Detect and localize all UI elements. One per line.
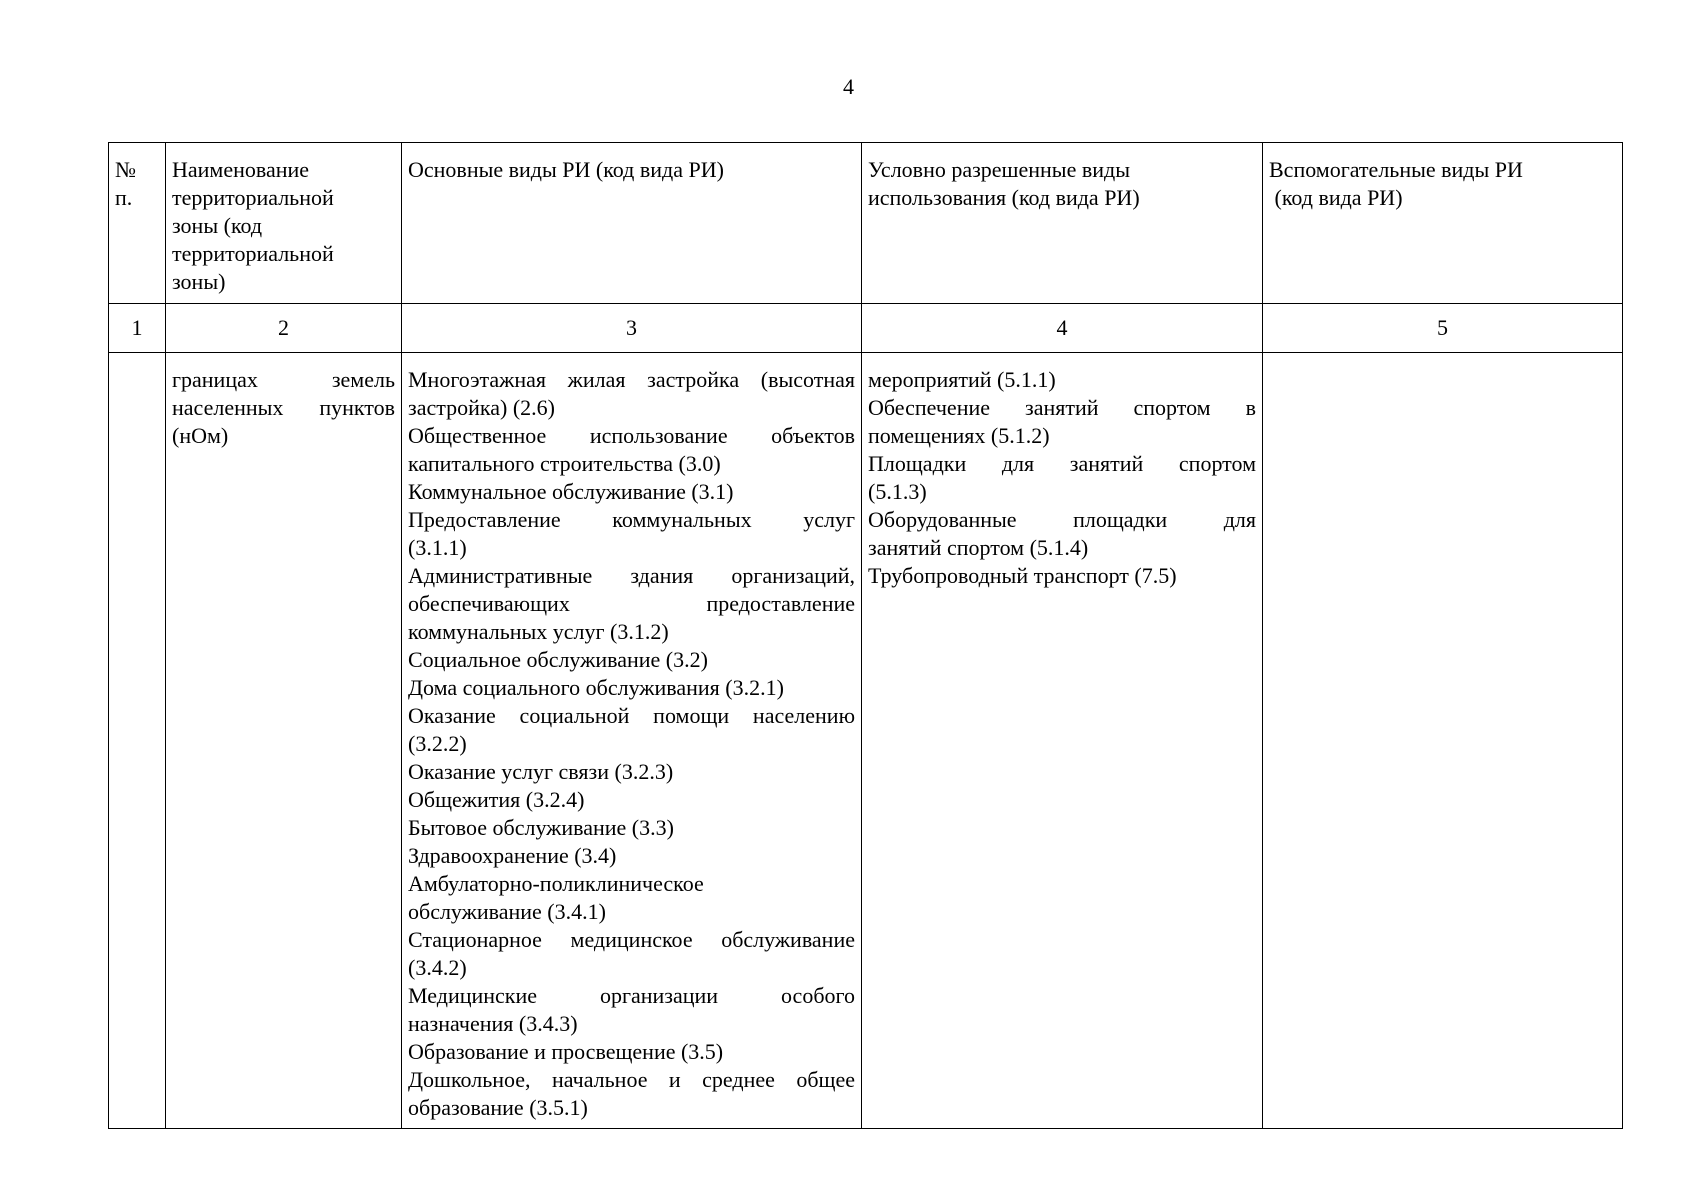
header-line: зоны (код bbox=[172, 213, 263, 238]
list-item: обслуживание (3.4.1) bbox=[408, 899, 606, 924]
list-item: границах земель bbox=[172, 367, 395, 392]
header-line: территориальной bbox=[172, 241, 334, 266]
column-number-3: 3 bbox=[402, 304, 862, 353]
header-line: Условно разрешенные виды bbox=[868, 157, 1130, 182]
row-number-text bbox=[109, 353, 165, 366]
table-row bbox=[109, 353, 1623, 1129]
list-item: Оказание социальной помощи населению bbox=[408, 703, 855, 728]
header-line: п. bbox=[115, 185, 133, 210]
header-line: Наименование bbox=[172, 157, 310, 182]
header-line: № bbox=[115, 157, 136, 182]
list-item: мероприятий (5.1.1) bbox=[868, 367, 1056, 392]
header-number-cell bbox=[109, 143, 166, 304]
header-auxiliary-types-cell bbox=[1263, 143, 1623, 304]
header-line: территориальной bbox=[172, 185, 334, 210]
list-item: Дома социального обслуживания (3.2.1) bbox=[408, 675, 784, 700]
list-item: помещениях (5.1.2) bbox=[868, 423, 1050, 448]
auxiliary-types-list bbox=[1263, 353, 1622, 366]
list-item: Оказание услуг связи (3.2.3) bbox=[408, 759, 674, 784]
zone-name-cell bbox=[166, 353, 402, 1129]
row-number-cell bbox=[109, 353, 166, 1129]
list-item: (3.1.1) bbox=[408, 535, 467, 560]
page-number: 4 bbox=[843, 74, 854, 99]
list-item: Коммунальное обслуживание (3.1) bbox=[408, 479, 734, 504]
header-line: Вспомогательные виды РИ bbox=[1269, 157, 1523, 182]
list-item: Бытовое обслуживание (3.3) bbox=[408, 815, 674, 840]
list-item: Площадки для занятий спортом bbox=[868, 451, 1256, 476]
list-item: (5.1.3) bbox=[868, 479, 927, 504]
zoning-table bbox=[108, 142, 1623, 1129]
header-line: использования (код вида РИ) bbox=[868, 185, 1140, 210]
column-number-5: 5 bbox=[1263, 304, 1623, 353]
auxiliary-types-cell bbox=[1263, 353, 1623, 1129]
list-item: населенных пунктов bbox=[172, 395, 395, 420]
conditional-types-list bbox=[862, 353, 1262, 590]
list-item: застройка) (2.6) bbox=[408, 395, 555, 420]
header-line: Основные виды РИ (код вида РИ) bbox=[408, 157, 724, 182]
list-item: Обеспечение занятий спортом в bbox=[868, 395, 1256, 420]
header-zone-name-cell bbox=[166, 143, 402, 304]
conditional-types-cell bbox=[862, 353, 1263, 1129]
list-item: Общественное использование объектов bbox=[408, 423, 855, 448]
header-line: зоны) bbox=[172, 269, 226, 294]
header-main-types-cell bbox=[402, 143, 862, 304]
list-item: Предоставление коммунальных услуг bbox=[408, 507, 855, 532]
header-number-text bbox=[109, 143, 165, 212]
main-types-cell bbox=[402, 353, 862, 1129]
header-conditional-types-text bbox=[862, 143, 1262, 212]
header-line: (код вида РИ) bbox=[1269, 185, 1403, 210]
list-item: (нОм) bbox=[172, 423, 229, 448]
list-item: Образование и просвещение (3.5) bbox=[408, 1039, 724, 1064]
list-item: назначения (3.4.3) bbox=[408, 1011, 578, 1036]
list-item: коммунальных услуг (3.1.2) bbox=[408, 619, 669, 644]
table-header-row bbox=[109, 143, 1623, 304]
list-item: Многоэтажная жилая застройка (высотная bbox=[408, 367, 855, 392]
zone-name-text bbox=[166, 353, 401, 450]
header-auxiliary-types-text bbox=[1263, 143, 1622, 212]
list-item: (3.2.2) bbox=[408, 731, 467, 756]
column-number-4: 4 bbox=[862, 304, 1263, 353]
header-main-types-text bbox=[402, 143, 861, 184]
list-item: Административные здания организаций, bbox=[408, 563, 855, 588]
header-conditional-types-cell bbox=[862, 143, 1263, 304]
list-item: Общежития (3.2.4) bbox=[408, 787, 585, 812]
header-zone-name-text bbox=[166, 143, 401, 296]
column-number-row bbox=[109, 304, 1623, 353]
list-item: Трубопроводный транспорт (7.5) bbox=[868, 563, 1177, 588]
column-number-2: 2 bbox=[166, 304, 402, 353]
list-item: Оборудованные площадки для bbox=[868, 507, 1256, 532]
main-types-list bbox=[402, 353, 861, 1122]
list-item: обеспечивающих предоставление bbox=[408, 591, 855, 616]
list-item: образование (3.5.1) bbox=[408, 1095, 588, 1120]
list-item: Амбулаторно-поликлиническое bbox=[408, 871, 704, 896]
list-item: Социальное обслуживание (3.2) bbox=[408, 647, 708, 672]
list-item: занятий спортом (5.1.4) bbox=[868, 535, 1089, 560]
list-item: (3.4.2) bbox=[408, 955, 467, 980]
column-number-1: 1 bbox=[109, 304, 166, 353]
list-item: Стационарное медицинское обслуживание bbox=[408, 927, 855, 952]
list-item: Дошкольное, начальное и среднее общее bbox=[408, 1067, 855, 1092]
list-item: Здравоохранение (3.4) bbox=[408, 843, 617, 868]
list-item: Медицинские организации особого bbox=[408, 983, 855, 1008]
list-item: капитального строительства (3.0) bbox=[408, 451, 721, 476]
